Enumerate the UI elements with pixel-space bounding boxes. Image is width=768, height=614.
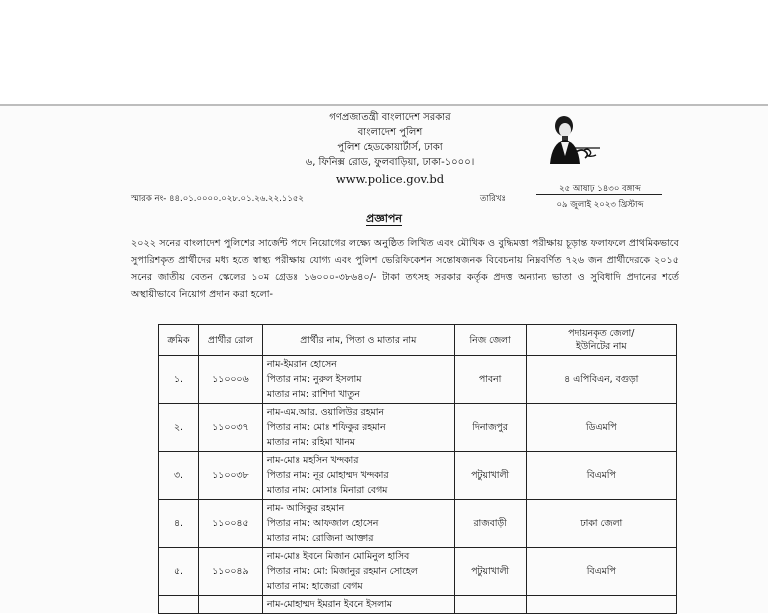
candidate-name: নাম-মোহাম্মদ ইমরান ইবনে ইসলাম (266, 599, 392, 610)
candidate-name: নাম-মোঃ মহসিন খন্দকার (266, 455, 359, 466)
serial-cell (159, 596, 199, 614)
office-name: পুলিশ হেডকোয়ার্টার্স, ঢাকা (337, 142, 443, 153)
col-posting-line2: ইউনিটের নাম (575, 341, 627, 352)
blank-margin (0, 0, 768, 104)
date-english: ০৯ জুলাই ২০২৩ খ্রিস্টাব্দ (556, 200, 644, 210)
names-cell (262, 452, 454, 500)
serial-cell: ২. (159, 404, 199, 452)
notice-heading (0, 210, 768, 229)
table-row (159, 452, 677, 500)
col-posting-line1: পদায়নকৃত জেলা/ (568, 328, 635, 339)
candidate-name: নাম- আসিকুর রহমান (266, 503, 345, 514)
posting-cell: ঢাকা জেলা (526, 500, 676, 548)
names-cell (262, 548, 454, 596)
district-cell: পটুয়াখালী (454, 452, 526, 500)
memo-number: স্মারক নং- ৪৪.০১.০০০০.০২৮.০১.২৬.২২.১১৫২ (131, 194, 304, 204)
col-roll: প্রার্থীর রোল (198, 325, 262, 356)
father-name: পিতার নাম: নুরুল ইসলাম (266, 374, 362, 385)
serial-cell: ৩. (159, 452, 199, 500)
roll-cell (198, 596, 262, 614)
serial-cell: ১. (159, 356, 199, 404)
col-posting (526, 325, 676, 356)
date-bangla: ২৫ আষাঢ় ১৪৩০ বঙ্গাব্দ (559, 184, 641, 194)
office-address: ৬, ফিনিক্স রোড, ফুলবাড়িয়া, ঢাকা-১০০০। (305, 157, 475, 168)
govt-name: গণপ্রজাতন্ত্রী বাংলাদেশ সরকার (329, 112, 451, 123)
names-cell (262, 596, 454, 614)
mujib-portrait-icon (540, 112, 610, 168)
date-divider (536, 194, 662, 195)
roll-cell: ১১০০৪৫ (198, 500, 262, 548)
col-serial: ক্রমিক (159, 325, 199, 356)
date-label: তারিখঃ (480, 194, 507, 204)
candidate-name: নাম-মোঃ ইবনে মিজান মোমিনুল হাসিব (266, 551, 410, 562)
father-name: পিতার নাম: মো: মিজানুর রহমান সোহেল (266, 566, 418, 577)
posting-cell: বিএমপি (526, 548, 676, 596)
notice-paragraph: ২০২২ সনের বাংলাদেশ পুলিশের সার্জেন্ট পদে নিয়োগের লক্ষ্যে অনুষ্ঠিত লিখিত এবং মৌখিক ও বুদ্ধিমত্তা পরীক্ষায় চূড়ান্ত ফলাফলে প্রাথমিকভাবে সুপারিশকৃত প্রার্থীদের মধ্য হতে স্বাস্থ্য পরীক্ষায় যোগ্য এবং পুলিশ ভেরিফিকেশন সন্তোষজনক বিবেচনায় নিম্নবর্ণিত ৭২৬ জন প্রার্থীদেরকে ২০১৫ সনের জাতীয় বেতন স্কেলের ১০ম গ্রেডঃ ১৬০০০-৩৮৬৪০/- টাকা তৎসহ সরকার কর্তৃক প্রদত্ত অন্যান্য ভাতা ও সুবিধাদি প্রদানের শর্তে অস্থায়ীভাবে নিয়োগ প্রদান করা হলো- (131, 238, 679, 300)
table-row-partial (159, 596, 677, 614)
website-text: www.police.gov.bd (335, 172, 445, 186)
mother-name: মাতার নাম: মোসাঃ মিনারা বেগম (266, 485, 388, 496)
names-cell (262, 500, 454, 548)
father-name: পিতার নাম: আফজাল হোসেন (266, 518, 379, 529)
candidate-table (158, 324, 677, 614)
table-header-row (159, 325, 677, 356)
roll-cell: ১১০০৩৭ (198, 404, 262, 452)
names-cell (262, 356, 454, 404)
roll-cell: ১১০০০৬ (198, 356, 262, 404)
letterhead (270, 110, 510, 187)
posting-cell (526, 596, 676, 614)
candidate-name: নাম-ইমরান হোসেন (266, 359, 337, 370)
names-cell (262, 404, 454, 452)
posting-cell: ডিএমপি (526, 404, 676, 452)
district-cell: পাবনা (454, 356, 526, 404)
roll-cell: ১১০০৩৮ (198, 452, 262, 500)
serial-cell: ৫. (159, 548, 199, 596)
father-name: পিতার নাম: নূর মোহাম্মদ খন্দকার (266, 470, 389, 481)
district-cell: রাজবাড়ী (454, 500, 526, 548)
document-page (0, 106, 768, 613)
mother-name: মাতার নাম: রহিমা খানম (266, 437, 355, 448)
mother-name: মাতার নাম: রোজিনা আক্তার (266, 533, 374, 544)
posting-cell: ৪ এপিবিএন, বগুড়া (526, 356, 676, 404)
mother-name: মাতার নাম: রাশিদা খাতুন (266, 389, 360, 400)
district-cell: পটুয়াখালী (454, 548, 526, 596)
district-cell (454, 596, 526, 614)
table-row (159, 500, 677, 548)
table-row (159, 356, 677, 404)
mother-name: মাতার নাম: হাজেরা বেগম (266, 581, 363, 592)
table-row (159, 548, 677, 596)
candidate-name: নাম-এম.আর. ওয়ালিউর রহমান (266, 407, 384, 418)
table-row (159, 404, 677, 452)
col-names: প্রার্থীর নাম, পিতা ও মাতার নাম (262, 325, 454, 356)
district-cell: দিনাজপুর (454, 404, 526, 452)
roll-cell: ১১০০৪৯ (198, 548, 262, 596)
heading-text: প্রজ্ঞাপন (366, 212, 402, 225)
serial-cell: ৪. (159, 500, 199, 548)
posting-cell: বিএমপি (526, 452, 676, 500)
father-name: পিতার নাম: মোঃ শফিকুর রহমান (266, 422, 386, 433)
col-district: নিজ জেলা (454, 325, 526, 356)
dept-name: বাংলাদেশ পুলিশ (357, 127, 423, 138)
